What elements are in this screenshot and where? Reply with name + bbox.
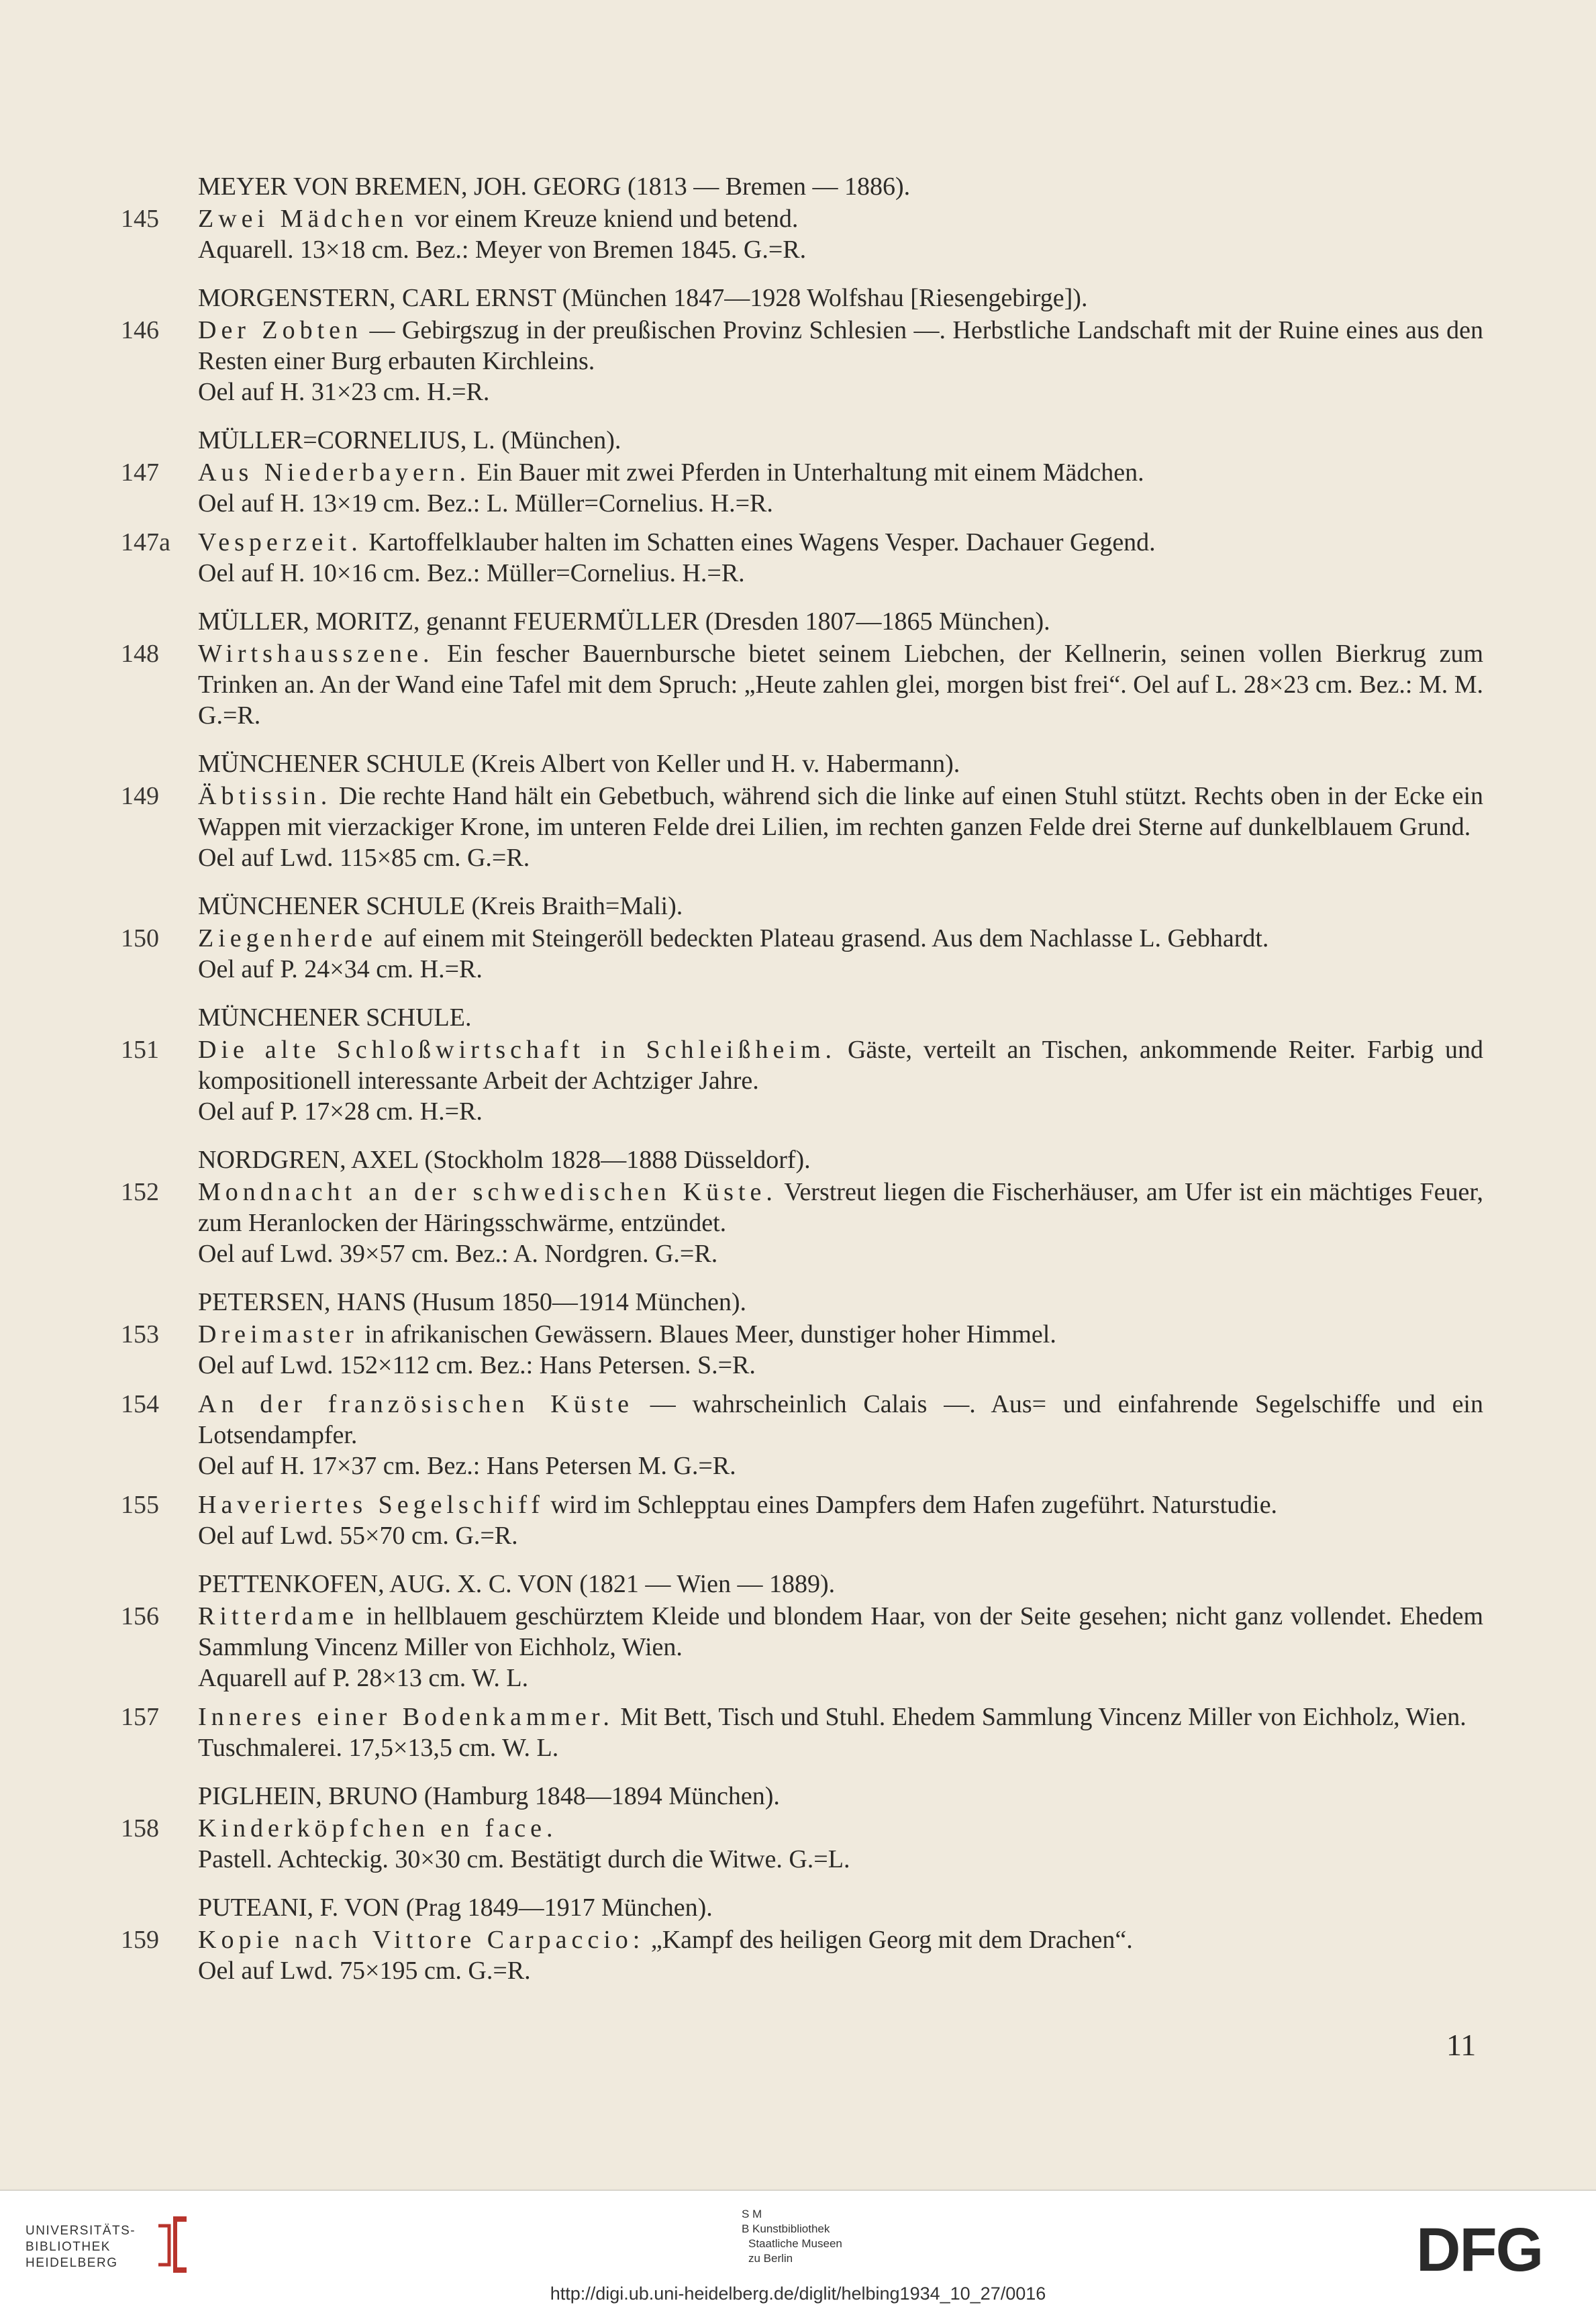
entry-text xyxy=(198,527,1483,589)
artist-name: PUTEANI, F. VON xyxy=(198,1894,400,1922)
entry-technique: Aquarell. 13×18 cm. Bez.: Meyer von Bremen 1845. G.=R. xyxy=(198,236,807,264)
entry-technique: Oel auf Lwd. 55×70 cm. G.=R. xyxy=(198,1522,518,1550)
lot-number: 146 xyxy=(121,316,159,344)
entry-text xyxy=(198,1924,1483,1986)
lot-number: 151 xyxy=(121,1036,159,1064)
lot-number: 157 xyxy=(121,1703,159,1731)
entry-text xyxy=(198,1389,1483,1481)
artist-heading xyxy=(198,1892,1483,1923)
artist-dates: (München 1847—1928 Wolfshau [Riesengebirge]). xyxy=(562,284,1088,312)
catalogue-entry xyxy=(121,1813,1483,1875)
entry-title: Ziegenherde xyxy=(198,924,377,952)
entry-title: Dreimaster xyxy=(198,1320,358,1348)
artist-group xyxy=(121,1144,1483,1269)
entry-technique: Oel auf Lwd. 115×85 cm. G.=R. xyxy=(198,844,530,872)
entry-description: Mit Bett, Tisch und Stuhl. Ehedem Sammlung Vincenz Miller von Eichholz, Wien. xyxy=(620,1703,1466,1731)
entry-title: Der Zobten xyxy=(198,316,363,344)
artist-dates: (Kreis Albert von Keller und H. v. Habermann). xyxy=(471,750,960,778)
entry-text xyxy=(198,457,1483,519)
catalogue-entry xyxy=(121,781,1483,873)
source-url[interactable]: http://digi.ub.uni-heidelberg.de/diglit/helbing1934_10_27/0016 xyxy=(550,2283,1046,2304)
artist-dates: (Stockholm 1828—1888 Düsseldorf). xyxy=(424,1146,811,1174)
entry-description: vor einem Kreuze kniend und betend. xyxy=(414,205,799,233)
lot-number: 155 xyxy=(121,1491,159,1519)
lot-number: 152 xyxy=(121,1178,159,1206)
entry-title: Ritterdame xyxy=(198,1602,358,1630)
smb-line: Staatliche Museen xyxy=(748,2237,842,2250)
entry-text xyxy=(198,1813,1483,1875)
lot-number: 147a xyxy=(121,528,170,556)
artist-group xyxy=(121,606,1483,731)
artist-group xyxy=(121,1569,1483,1763)
artist-group xyxy=(121,1002,1483,1127)
artist-heading xyxy=(198,606,1483,637)
lot-number: 150 xyxy=(121,924,159,952)
artist-name: PETERSEN, HANS xyxy=(198,1288,407,1316)
entry-technique: Oel auf H. 10×16 cm. Bez.: Müller=Cornelius. H.=R. xyxy=(198,559,745,587)
entry-description: auf einem mit Steingeröll bedeckten Plateau grasend. Aus dem Nachlasse L. Gebhardt. xyxy=(383,924,1269,952)
entry-technique: Oel auf H. 13×19 cm. Bez.: L. Müller=Cornelius. H.=R. xyxy=(198,489,773,518)
entry-title: Aus Niederbayern. xyxy=(198,458,471,487)
entry-text xyxy=(198,1702,1483,1763)
entry-title: Äbtissin. xyxy=(198,782,332,810)
catalogue-entry xyxy=(121,638,1483,731)
entry-text xyxy=(198,1489,1483,1551)
entry-technique: Oel auf H. 31×23 cm. H.=R. xyxy=(198,378,490,406)
artist-heading xyxy=(198,1287,1483,1318)
entry-title: An der französischen Küste xyxy=(198,1390,634,1418)
entry-description: — Gebirgszug in der preußischen Provinz Schlesien —. Herbstliche Landschaft mit der Ruine eines aus den Resten einer Burg erbauten Kirchleins. xyxy=(198,316,1483,375)
entry-description: Verstreut liegen die Fischerhäuser, am Ufer ist ein mächtiges Feuer, zum Heranlocken der Häringsschwärme, entzündet. xyxy=(198,1178,1483,1237)
entry-text xyxy=(198,203,1483,265)
smb-line: S M xyxy=(742,2208,762,2220)
heidelberg-library-text xyxy=(26,2223,136,2271)
entry-title: Zwei Mädchen xyxy=(198,205,408,233)
artist-group xyxy=(121,1892,1483,1986)
artist-name: MÜNCHENER SCHULE. xyxy=(198,1003,472,1032)
artist-dates: (München). xyxy=(501,426,621,454)
catalogue-entry xyxy=(121,1389,1483,1481)
entry-technique: Oel auf P. 17×28 cm. H.=R. xyxy=(198,1097,483,1126)
artist-name: PIGLHEIN, BRUNO xyxy=(198,1782,418,1810)
artist-dates: (Hamburg 1848—1894 München). xyxy=(423,1782,780,1810)
lot-number: 156 xyxy=(121,1602,159,1630)
entry-title: Wirtshausszene. xyxy=(198,640,434,668)
artist-heading xyxy=(198,1144,1483,1175)
lot-number: 145 xyxy=(121,205,159,233)
artist-dates: (Prag 1849—1917 München). xyxy=(405,1894,713,1922)
entry-description: wird im Schlepptau eines Dampfers dem Hafen zugeführt. Naturstudie. xyxy=(550,1491,1278,1519)
entry-description: Ein Bauer mit zwei Pferden in Unterhaltung mit einem Mädchen. xyxy=(477,458,1144,487)
smb-line: B Kunstbibliothek xyxy=(742,2222,830,2235)
catalogue-entry xyxy=(121,1924,1483,1986)
artist-dates: (1813 — Bremen — 1886). xyxy=(628,173,911,201)
uni-line: UNIVERSITÄTS- xyxy=(26,2224,136,2238)
heidelberg-logo-icon xyxy=(146,2211,193,2278)
entry-text xyxy=(198,315,1483,407)
artist-name: MORGENSTERN, CARL ERNST xyxy=(198,284,556,312)
artist-dates: (Kreis Braith=Mali). xyxy=(471,892,683,920)
entry-title: Mondnacht an der schwedischen Küste. xyxy=(198,1178,777,1206)
lot-number: 158 xyxy=(121,1814,159,1843)
catalogue-entry xyxy=(121,1601,1483,1693)
entry-description: in afrikanischen Gewässern. Blaues Meer, dunstiger hoher Himmel. xyxy=(364,1320,1056,1348)
entry-description: Die rechte Hand hält ein Gebetbuch, während sich die linke auf einen Stuhl stützt. Rechts oben in der Ecke ein Wappen mit vierzackiger Krone, im unteren Felde drei Lilien, im rechten ganzen Felde drei Sterne auf dunkelblauem Grund. xyxy=(198,782,1484,841)
dfg-logo: DFG xyxy=(1416,2216,1543,2284)
artist-group xyxy=(121,171,1483,265)
entry-title: Haveriertes Segelschiff xyxy=(198,1491,544,1519)
entry-technique: Tuschmalerei. 17,5×13,5 cm. W. L. xyxy=(198,1734,559,1762)
artist-heading xyxy=(198,1569,1483,1600)
catalogue-entry xyxy=(121,923,1483,985)
artist-name: MÜLLER=CORNELIUS, L. xyxy=(198,426,495,454)
entry-title: Die alte Schloßwirtschaft in Schleißheim. xyxy=(198,1036,837,1064)
entry-technique: Oel auf Lwd. 39×57 cm. Bez.: A. Nordgren. G.=R. xyxy=(198,1240,718,1268)
catalogue-content xyxy=(121,171,1483,2004)
artist-heading xyxy=(198,171,1483,202)
entry-description: „Kampf des heiligen Georg mit dem Drachen“. xyxy=(650,1926,1133,1954)
entry-text xyxy=(198,1601,1483,1693)
artist-name: NORDGREN, AXEL xyxy=(198,1146,418,1174)
smb-line: zu Berlin xyxy=(748,2252,793,2265)
entry-text xyxy=(198,1034,1483,1127)
artist-name: MÜLLER, MORITZ, xyxy=(198,607,420,636)
artist-group xyxy=(121,1781,1483,1875)
catalogue-entry xyxy=(121,203,1483,265)
artist-name: MEYER VON BREMEN, JOH. GEORG xyxy=(198,173,621,201)
artist-name: MÜNCHENER SCHULE xyxy=(198,892,465,920)
entry-text xyxy=(198,781,1483,873)
artist-dates: (Husum 1850—1914 München). xyxy=(412,1288,746,1316)
artist-name: MÜNCHENER SCHULE xyxy=(198,750,465,778)
footer-bar xyxy=(0,2190,1596,2309)
lot-number: 148 xyxy=(121,640,159,668)
entry-description: Kartoffelklauber halten im Schatten eines Wagens Vesper. Dachauer Gegend. xyxy=(368,528,1156,556)
uni-line: HEIDELBERG xyxy=(26,2256,118,2270)
artist-heading xyxy=(198,283,1483,313)
entry-description: Gäste, verteilt an Tischen, ankommende Reiter. Farbig und kompositionell interessante Arbeit der Achtziger Jahre. xyxy=(198,1036,1484,1095)
artist-group xyxy=(121,425,1483,589)
entry-title: Kinderköpfchen en face. xyxy=(198,1814,558,1843)
catalogue-entry xyxy=(121,1319,1483,1381)
entry-title: Inneres einer Bodenkammer. xyxy=(198,1703,614,1731)
entry-technique: Oel auf Lwd. 75×195 cm. G.=R. xyxy=(198,1957,531,1985)
catalogue-entry xyxy=(121,1177,1483,1269)
catalogue-entry xyxy=(121,1034,1483,1127)
lot-number: 153 xyxy=(121,1320,159,1348)
artist-name: PETTENKOFEN, AUG. X. C. VON xyxy=(198,1570,573,1598)
entry-text xyxy=(198,1177,1483,1269)
entry-text xyxy=(198,1319,1483,1381)
lot-number: 149 xyxy=(121,782,159,810)
artist-dates: (1821 — Wien — 1889). xyxy=(579,1570,836,1598)
entry-title: Kopie nach Vittore Carpaccio: xyxy=(198,1926,645,1954)
artist-group xyxy=(121,283,1483,407)
catalogue-entry xyxy=(121,315,1483,407)
uni-line: BIBLIOTHEK xyxy=(26,2240,111,2254)
entry-technique: Pastell. Achteckig. 30×30 cm. Bestätigt durch die Witwe. G.=L. xyxy=(198,1845,850,1873)
entry-technique: Aquarell auf P. 28×13 cm. W. L. xyxy=(198,1664,529,1692)
entry-description: in hellblauem geschürztem Kleide und blondem Haar, von der Seite gesehen; nicht ganz vollendet. Ehedem Sammlung Vincenz Miller von Eichholz, Wien. xyxy=(198,1602,1484,1661)
artist-heading xyxy=(198,425,1483,456)
catalogue-entry xyxy=(121,527,1483,589)
artist-group xyxy=(121,748,1483,873)
catalogue-entry xyxy=(121,1702,1483,1763)
artist-dates: genannt FEUERMÜLLER (Dresden 1807—1865 München). xyxy=(426,607,1050,636)
smb-library-text xyxy=(742,2207,842,2266)
entry-technique: Oel auf P. 24×34 cm. H.=R. xyxy=(198,955,483,983)
artist-heading xyxy=(198,891,1483,922)
artist-heading xyxy=(198,1781,1483,1812)
artist-heading xyxy=(198,748,1483,779)
entry-text xyxy=(198,923,1483,985)
entry-title: Vesperzeit. xyxy=(198,528,362,556)
artist-heading xyxy=(198,1002,1483,1033)
entry-technique: Oel auf H. 17×37 cm. Bez.: Hans Petersen M. G.=R. xyxy=(198,1452,736,1480)
entry-text xyxy=(198,638,1483,731)
entry-description: Ein fescher Bauernbursche bietet seinem Liebchen, der Kellnerin, seinen vollen Bierkrug zum Trinken an. An der Wand eine Tafel mit dem Spruch: „Heute zahlen glei, morgen bist frei“. Oel auf L. 28×23 cm. Bez.: M. M. G.=R. xyxy=(198,640,1483,730)
page-number: 11 xyxy=(1446,2028,1477,2062)
lot-number: 154 xyxy=(121,1390,159,1418)
lot-number: 147 xyxy=(121,458,159,487)
entry-technique: Oel auf Lwd. 152×112 cm. Bez.: Hans Petersen. S.=R. xyxy=(198,1351,756,1379)
artist-group xyxy=(121,891,1483,985)
lot-number: 159 xyxy=(121,1926,159,1954)
catalogue-entry xyxy=(121,457,1483,519)
catalogue-entry xyxy=(121,1489,1483,1551)
artist-group xyxy=(121,1287,1483,1551)
entry-description: — wahrscheinlich Calais —. Aus= und einfahrende Segelschiffe und ein Lotsendampfer. xyxy=(198,1390,1483,1449)
